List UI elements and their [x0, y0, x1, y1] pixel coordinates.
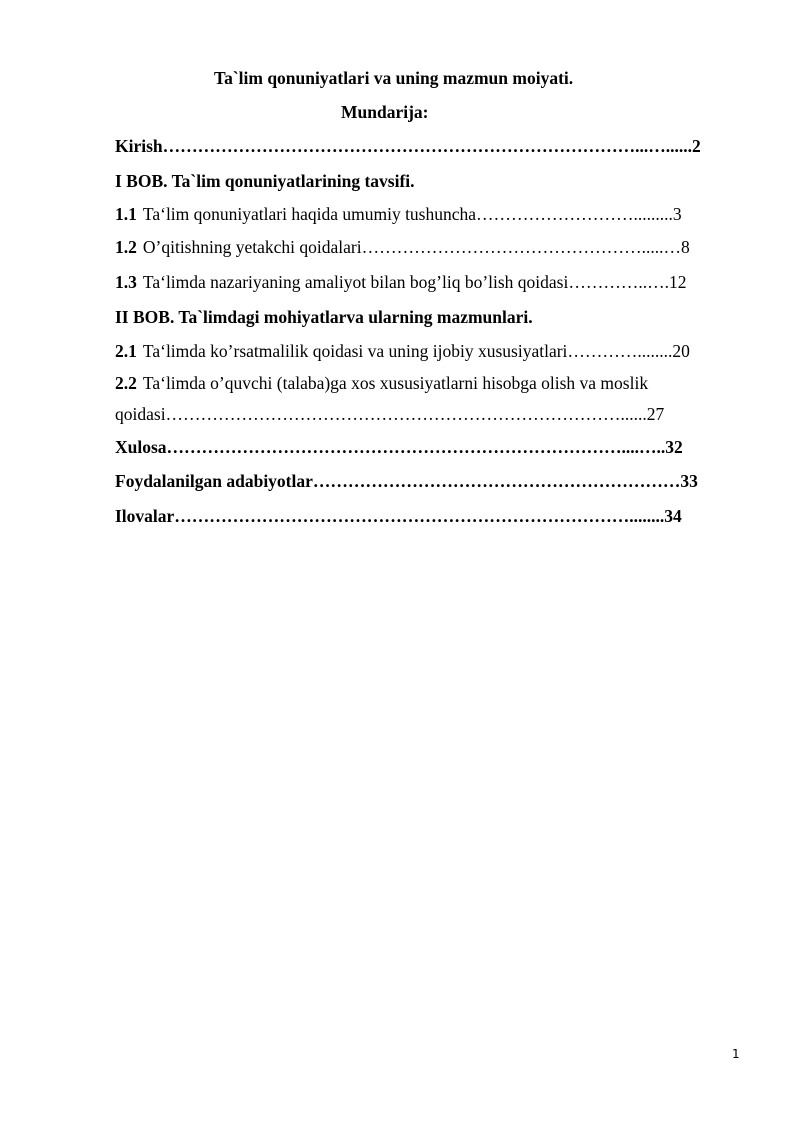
section-title: Ta‘limda o’quvchi (talaba)ga xos xususiyatlarni hisobga olish va moslik [142, 373, 649, 393]
toc-entry-ilovalar: Ilovalar……………………………………………………………………........34 [115, 506, 682, 526]
section-title: Ta‘limda ko’rsatmalilik qoidasi va uning ijobiy xususiyatlari…………........20 [142, 341, 690, 361]
toc-entry-1-1 [115, 204, 682, 224]
toc-entry-2-2-continued: qoidasi……………………………………………………………………......27 [115, 404, 665, 424]
toc-entry-2-1 [115, 341, 690, 361]
section-title: Ta‘lim qonuniyatlari haqida umumiy tushuncha……………………….........3 [142, 204, 682, 224]
toc-chapter-2: II BOB. Ta`limdagi mohiyatlarva ularning mazmunlari. [115, 307, 533, 327]
section-number: 2.1 [115, 341, 137, 361]
page-number: 1 [732, 1047, 740, 1061]
document-title: Ta`lim qonuniyatlari va uning mazmun moiyati. [214, 68, 574, 88]
section-number: 1.3 [115, 272, 137, 292]
toc-heading: Mundarija: [341, 102, 429, 122]
section-number: 2.2 [115, 373, 137, 393]
toc-entry-1-2 [115, 237, 690, 257]
toc-entry-2-2 [115, 373, 648, 393]
toc-entry-kirish: Kirish………………………………………………………………………...…......2 [115, 136, 701, 156]
section-title: O’qitishning yetakchi qoidalari………………………………………….....…8 [142, 237, 690, 257]
section-number: 1.2 [115, 237, 137, 257]
toc-entry-1-3 [115, 272, 686, 292]
toc-chapter-1: I BOB. Ta`lim qonuniyatlarining tavsifi. [115, 171, 415, 191]
section-number: 1.1 [115, 204, 137, 224]
toc-entry-xulosa: Xulosa……………………………………………………………………....…..32 [115, 437, 683, 457]
toc-entry-adabiyotlar: Foydalanilgan adabiyotlar………………………………………………………33 [115, 471, 698, 491]
section-title: Ta‘limda nazariyaning amaliyot bilan bog’liq bo’lish qoidasi…………..….12 [142, 272, 687, 292]
